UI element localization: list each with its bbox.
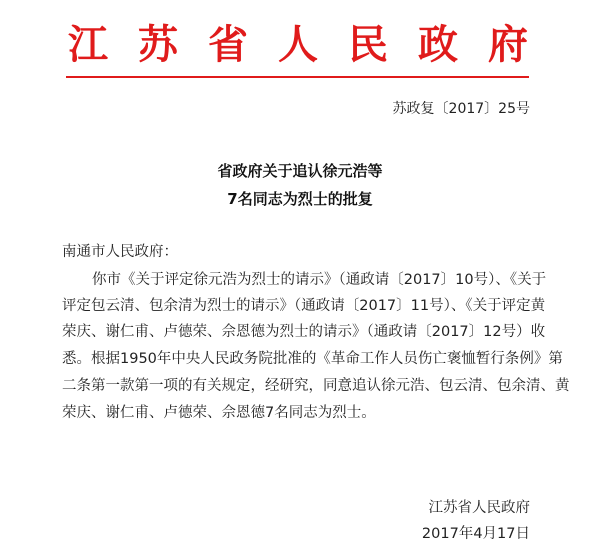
- header-char: 江: [68, 21, 108, 68]
- document-number: 苏政复〔2017〕25号: [392, 101, 530, 117]
- body-line: 二条第一款第一项的有关规定，经研究，同意追认徐元浩、包云清、包余清、黄: [62, 378, 570, 394]
- signature-date: 2017年4月17日: [421, 526, 530, 542]
- body-line: 悉。根据1950年中央人民政务院批准的《革命工作人员伤亡褒恤暂行条例》第: [62, 351, 563, 367]
- body-line: 你市《关于评定徐元浩为烈士的请示》（通政请〔2017〕10号）、《关于: [92, 272, 547, 288]
- header-char: 府: [488, 21, 528, 68]
- document-title-line-2: 7名同志为烈士的批复: [227, 190, 373, 208]
- header-char: 苏: [138, 21, 178, 68]
- issuing-authority-header: [68, 20, 528, 70]
- body-line: 荣庆、谢仁甫、卢德荣、佘恩德7名同志为烈士。: [62, 405, 376, 421]
- header-divider: [66, 76, 529, 78]
- addressee: 南通市人民政府：: [62, 244, 178, 260]
- body-line: 荣庆、谢仁甫、卢德荣、佘恩德为烈士的请示》（通政请〔2017〕12号）收: [62, 324, 546, 340]
- body-line: 评定包云清、包余清为烈士的请示》（通政请〔2017〕11号）、《关于评定黄: [62, 298, 546, 314]
- header-char: 人: [278, 21, 318, 68]
- signature-organization: 江苏省人民政府: [428, 500, 530, 516]
- document-title-line-1: 省政府关于追认徐元浩等: [217, 162, 383, 180]
- header-char: 省: [208, 21, 248, 68]
- header-char: 民: [348, 21, 388, 68]
- header-char: 政: [418, 21, 458, 68]
